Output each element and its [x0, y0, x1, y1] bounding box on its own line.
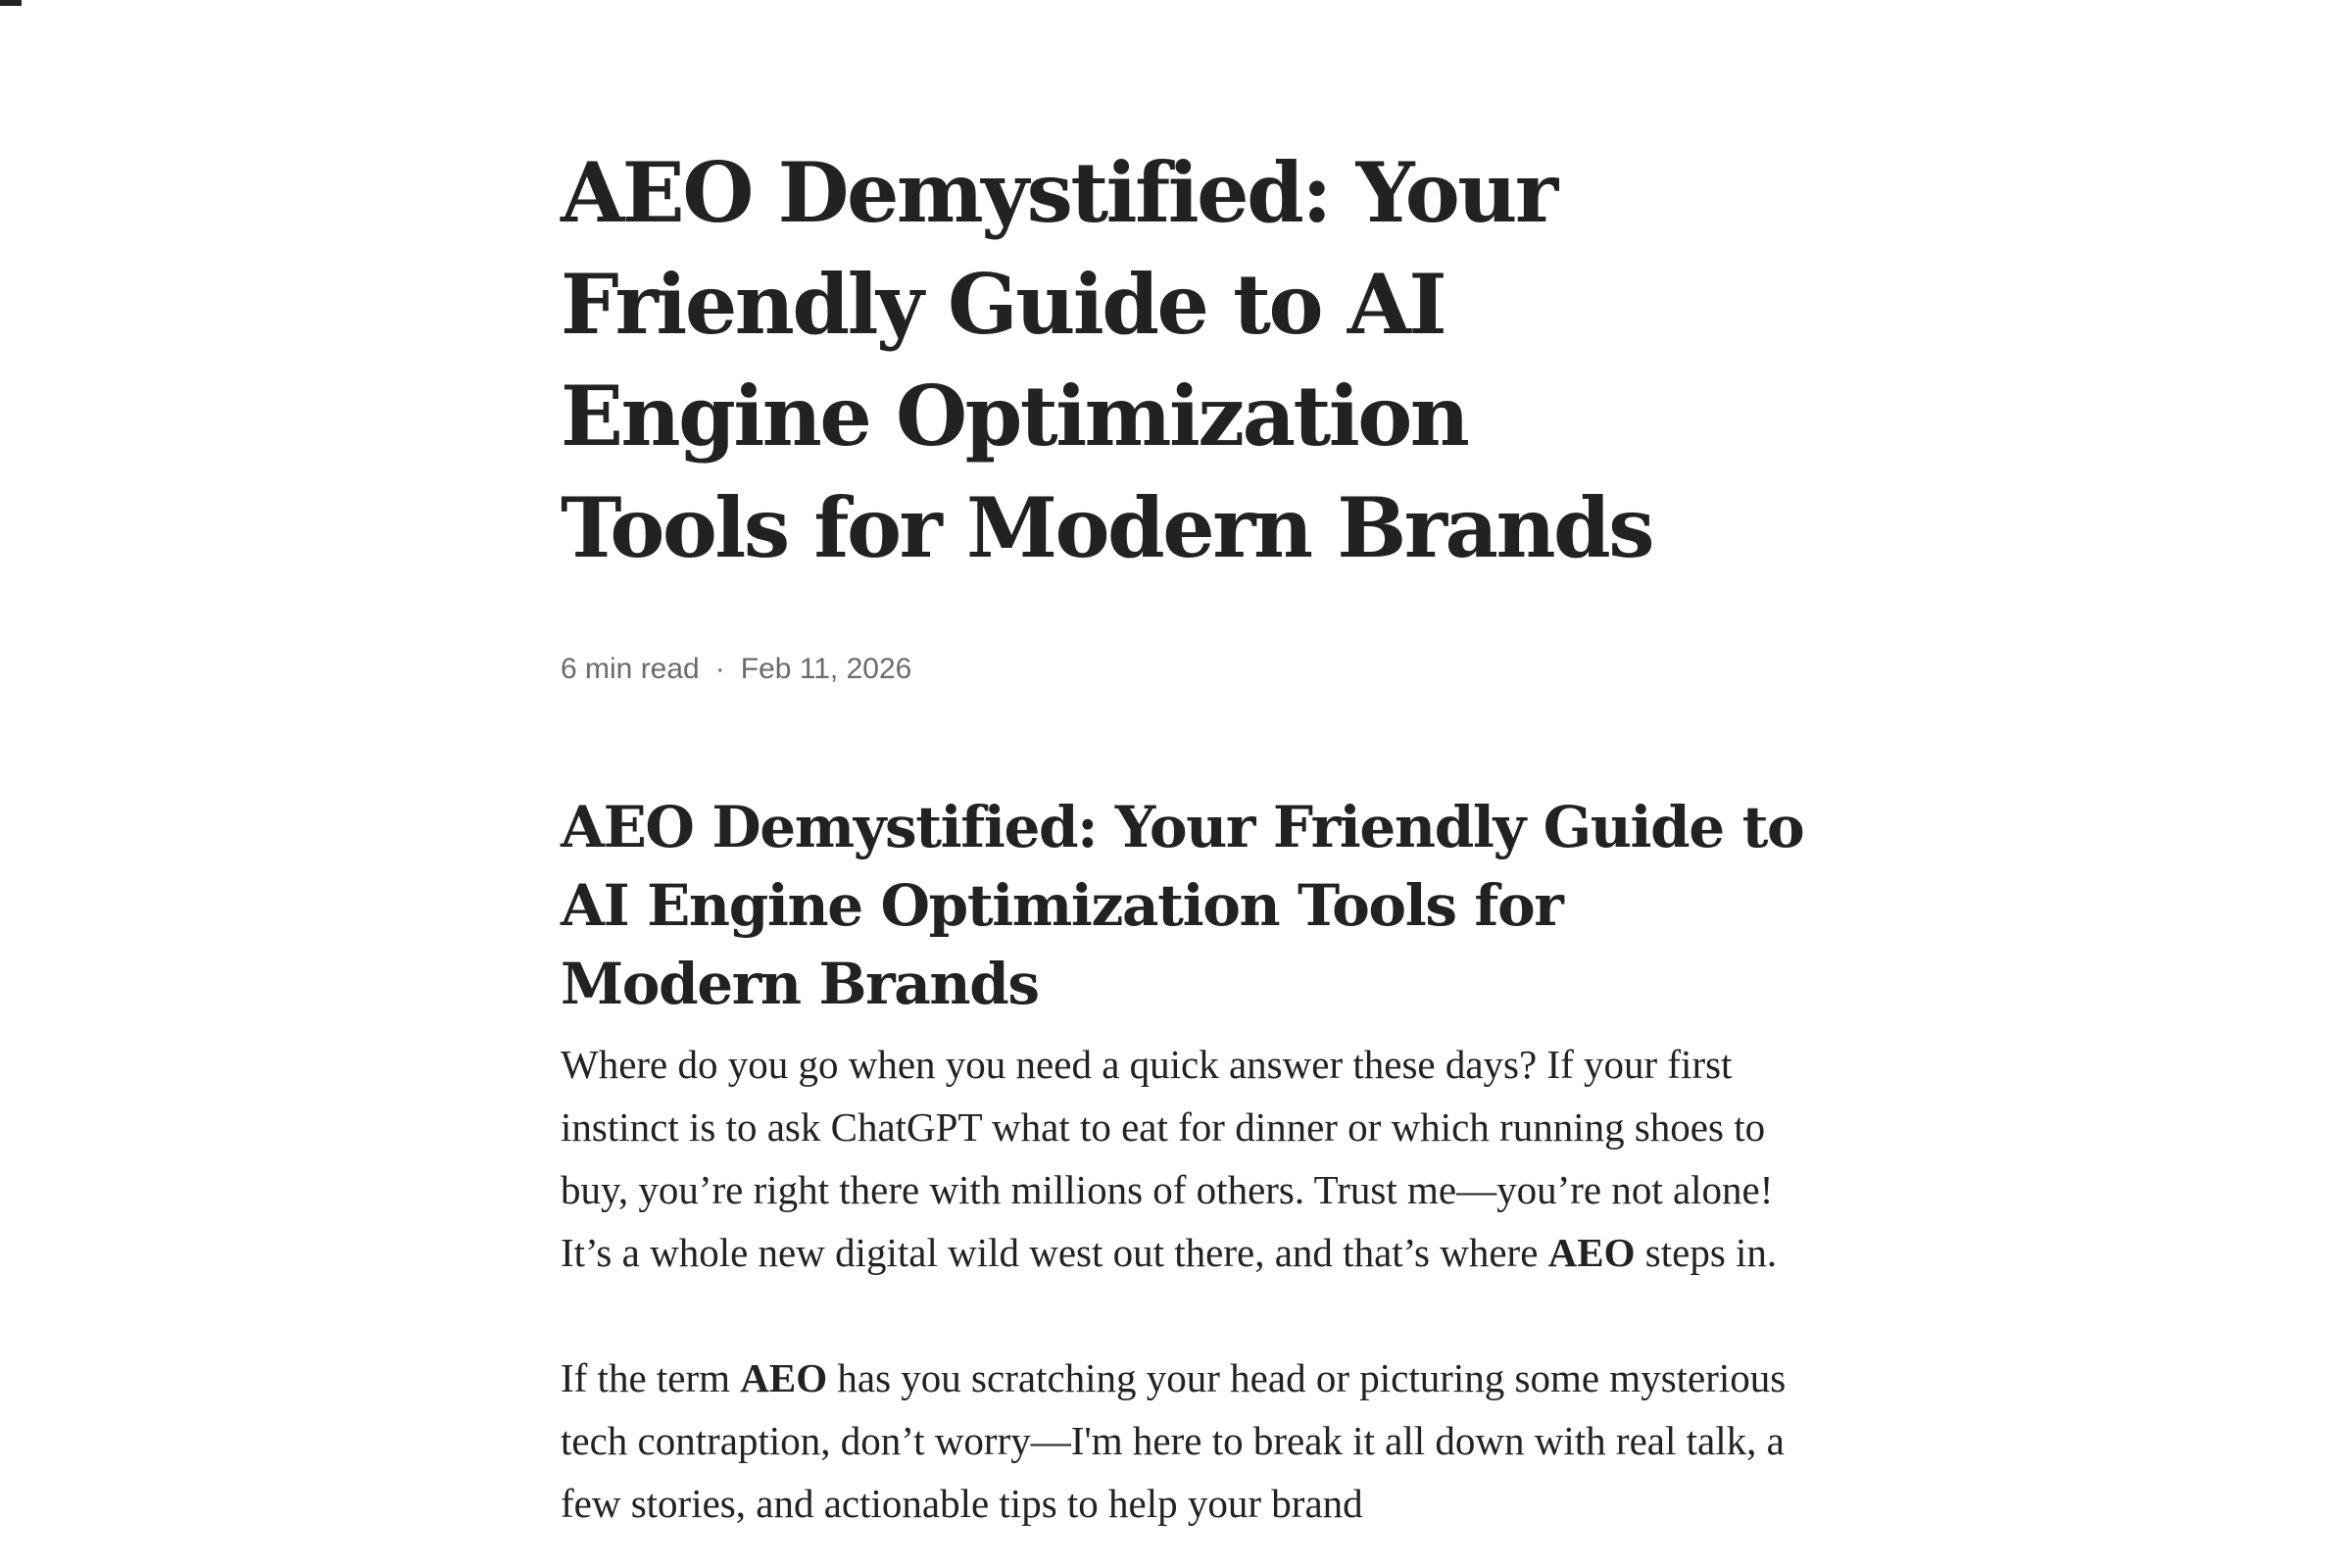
- section-heading: AEO Demystified: Your Friendly Guide to AI Engine Optimization Tools for Modern Brands: [561, 794, 1804, 1017]
- article-meta: [561, 653, 1815, 686]
- paragraph-text: Where do you go when you need a quick answer these days? If your first instinct is to ask ChatGPT what to eat for dinner or which running shoes to buy, you’re right there with millions of others. Trust me—you’re not alone! It’s a whole new digital wild west out there, and that’s where: [561, 1042, 1774, 1275]
- paragraph-1: [561, 1033, 1825, 1284]
- paragraph-text: If the term: [561, 1355, 741, 1400]
- paragraph-text: has you scratching your head or picturing some mysterious tech contraption, don’t worry—I'm here to break it all down with real talk, a few stories, and actionable tips to help your brand: [561, 1355, 1787, 1526]
- page-title: AEO Demystified: Your Friendly Guide to AI Engine Optimization Tools for Modern Brands: [561, 144, 1653, 576]
- publish-date: Feb 11, 2026: [740, 653, 912, 685]
- paragraph-2: [561, 1347, 1825, 1535]
- read-time: 6 min read: [561, 653, 700, 685]
- corner-mark: [0, 0, 22, 6]
- meta-separator: ·: [714, 653, 725, 685]
- article: [561, 137, 1815, 1535]
- bold-term: AEO: [1547, 1230, 1636, 1275]
- paragraph-text: steps in.: [1635, 1230, 1778, 1275]
- bold-term: AEO: [740, 1355, 828, 1400]
